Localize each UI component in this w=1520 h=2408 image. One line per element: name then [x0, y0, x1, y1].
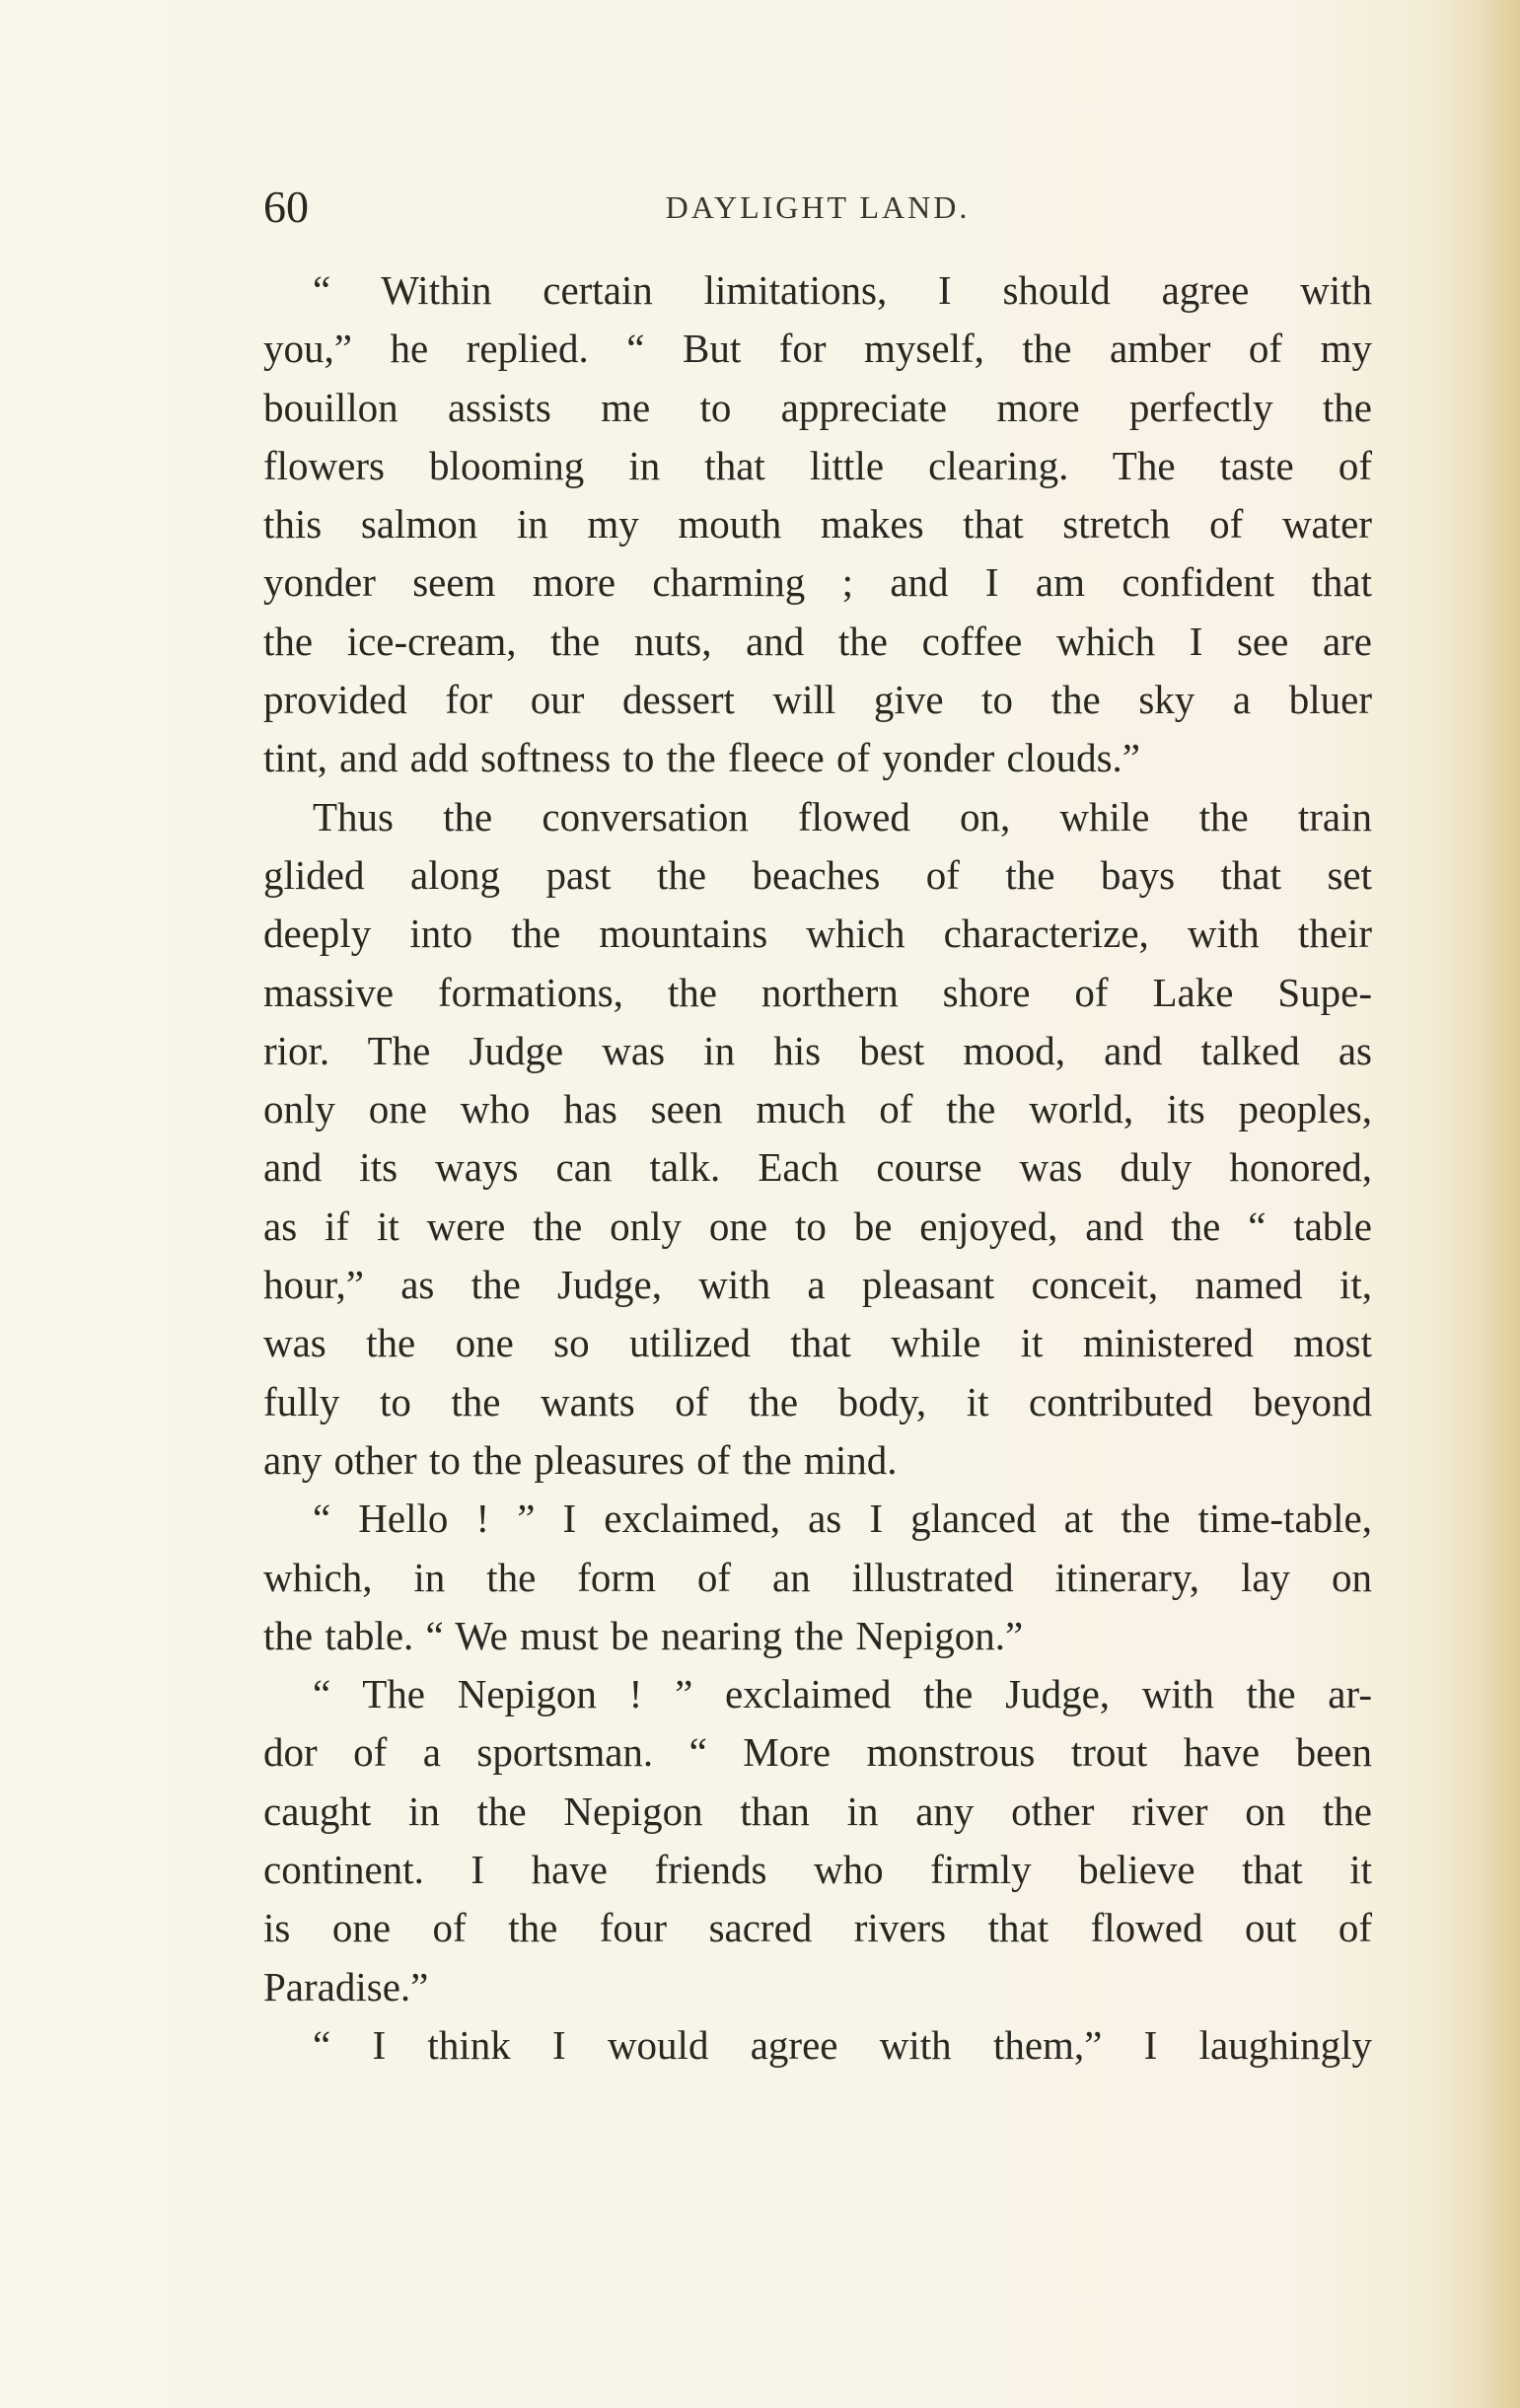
- text-line: “ The Nepigon ! ” exclaimed the Judge, with the ar-: [313, 1671, 1372, 1717]
- text-line: yonder seem more charming ; and I am confident that: [263, 559, 1372, 606]
- text-line: deeply into the mountains which characterize, with their: [263, 911, 1372, 957]
- text-line: rior. The Judge was in his best mood, and talked as: [263, 1027, 1372, 1073]
- text-line: tint, and add softness to the fleece of yonder clouds.”: [263, 735, 1140, 781]
- text-line: Thus the conversation flowed on, while the train: [313, 793, 1372, 839]
- page-gutter-shadow: [1481, 0, 1520, 2408]
- text-line: dor of a sportsman. “ More monstrous trout have been: [263, 1729, 1372, 1776]
- text-line: as if it were the only one to be enjoyed, and the “ table: [263, 1203, 1372, 1249]
- text-line: continent. I have friends who firmly believe that it: [263, 1847, 1372, 1893]
- text-line: this salmon in my mouth makes that stretch of water: [263, 501, 1372, 547]
- text-line: and its ways can talk. Each course was duly honored,: [263, 1144, 1372, 1191]
- text-line: flowers blooming in that little clearing. The taste of: [263, 442, 1372, 488]
- text-line: only one who has seen much of the world, its peoples,: [263, 1086, 1372, 1132]
- text-line: fully to the wants of the body, it contributed beyond: [263, 1378, 1372, 1424]
- text-line: bouillon assists me to appreciate more perfectly the: [263, 384, 1372, 430]
- text-line: “ Hello ! ” I exclaimed, as I glanced at the time-table,: [313, 1496, 1372, 1542]
- text-line: you,” he replied. “ But for myself, the amber of my: [263, 326, 1372, 372]
- body-text: [263, 261, 1372, 2075]
- running-title: DAYLIGHT LAND.: [665, 189, 971, 225]
- text-line: is one of the four sacred rivers that flowed out of: [263, 1905, 1372, 1951]
- text-line: glided along past the beaches of the bays that set: [263, 851, 1372, 898]
- text-line: was the one so utilized that while it ministered most: [263, 1320, 1372, 1366]
- text-line: “ I think I would agree with them,” I laughingly: [313, 2021, 1372, 2068]
- text-line: “ Within certain limitations, I should agree with: [313, 267, 1372, 313]
- text-line: which, in the form of an illustrated itinerary, lay on: [263, 1554, 1372, 1600]
- text-line: the table. “ We must be nearing the Nepigon.”: [263, 1612, 1024, 1658]
- text-line: massive formations, the northern shore of Lake Supe-: [263, 969, 1372, 1015]
- text-line: Paradise.”: [263, 1963, 429, 2009]
- running-head: [263, 178, 1372, 237]
- text-line: the ice-cream, the nuts, and the coffee which I see are: [263, 618, 1372, 664]
- page-number: 60: [263, 182, 309, 232]
- text-line: hour,” as the Judge, with a pleasant conceit, named it,: [263, 1262, 1372, 1308]
- text-line: provided for our dessert will give to the sky a bluer: [263, 677, 1372, 723]
- text-line: any other to the pleasures of the mind.: [263, 1436, 898, 1483]
- text-line: caught in the Nepigon than in any other river on the: [263, 1788, 1372, 1834]
